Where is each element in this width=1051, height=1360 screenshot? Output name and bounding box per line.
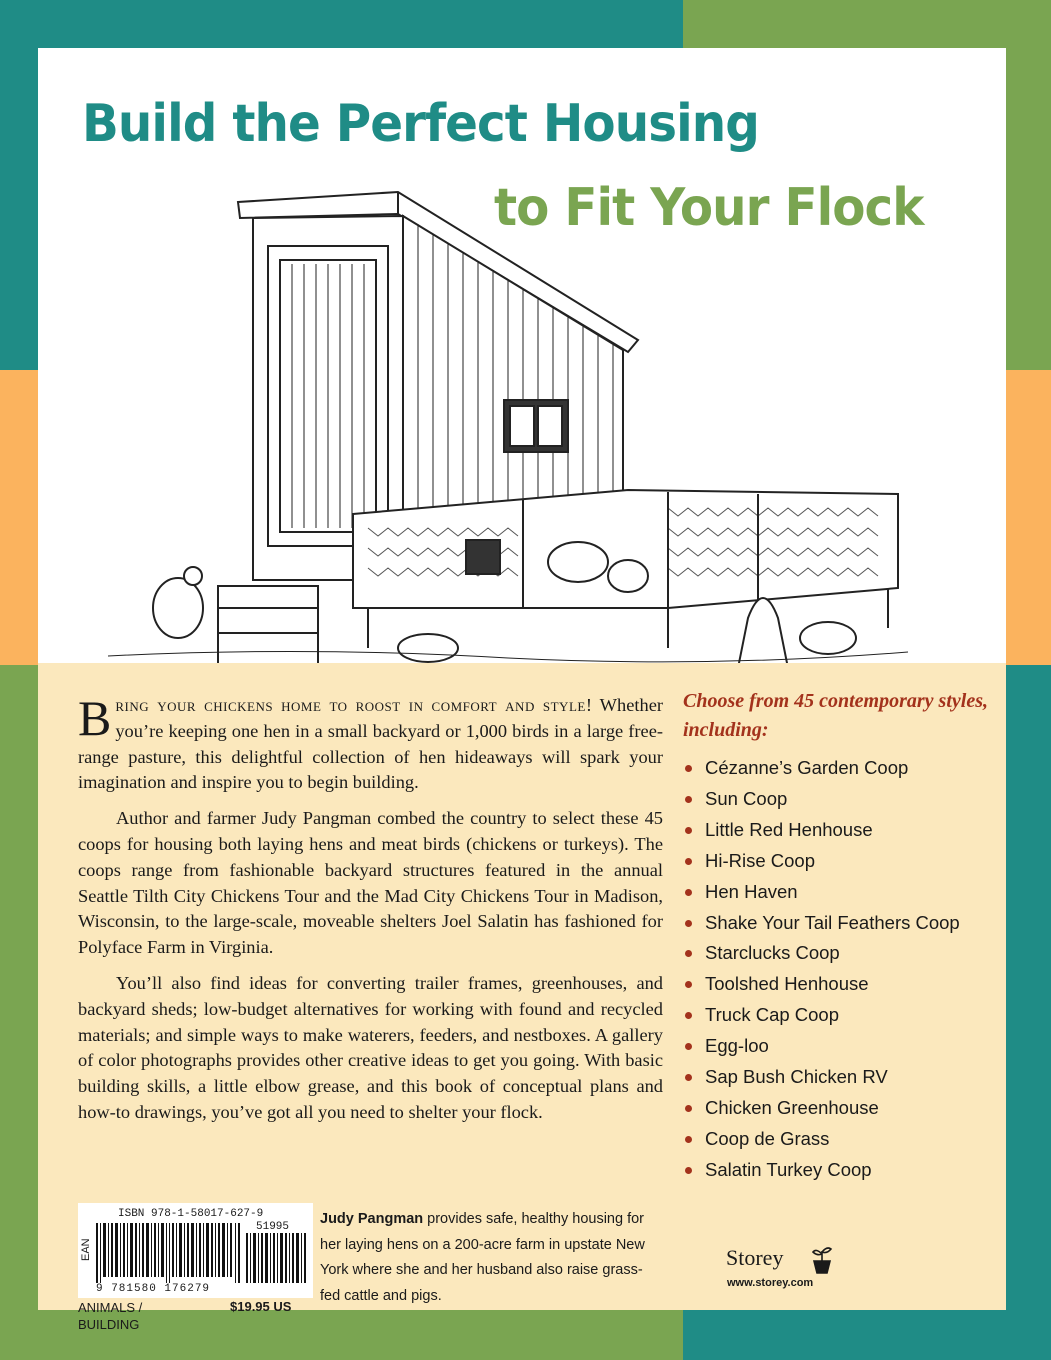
band-teal-bottom-right xyxy=(683,1310,1051,1360)
list-item: Shake Your Tail Feathers Coop xyxy=(683,908,993,939)
list-item: Hi-Rise Coop xyxy=(683,846,993,877)
description-paragraph-1 xyxy=(78,690,663,796)
headline-line-2: to Fit Your Flock xyxy=(494,178,924,238)
barcode-bars xyxy=(96,1223,241,1283)
band-gold-right xyxy=(1006,370,1051,665)
band-green-right-upper xyxy=(1006,0,1051,370)
band-teal-top-left xyxy=(0,0,683,48)
description-paragraph-3: You’ll also find ideas for converting trailer frames, greenhouses, and backyard sheds; low-budget alternatives for working with found and recycled materials; and simple ways to make waterers, feeders, and nestboxes. A gallery of color photographs provides other creative ideas to get you going. With basic building skills, a little elbow grease, and this book of conceptual plans and how-to drawings, you’ve got all you need to shelter your flock. xyxy=(78,972,663,1122)
band-teal-right-lower xyxy=(1006,665,1051,1360)
list-item: Salatin Turkey Coop xyxy=(683,1155,993,1186)
list-item: Hen Haven xyxy=(683,877,993,908)
addon-barcode-bars xyxy=(246,1233,308,1283)
list-item: Chicken Greenhouse xyxy=(683,1093,993,1124)
publisher-url: www.storey.com xyxy=(727,1277,814,1289)
list-item: Toolshed Henhouse xyxy=(683,969,993,1000)
seedling-pot-icon xyxy=(810,1245,834,1275)
category-line-2: BUILDING xyxy=(78,1317,140,1332)
list-item: Little Red Henhouse xyxy=(683,815,993,846)
list-item: Cézanne’s Garden Coop xyxy=(683,753,993,784)
paragraph-1-rest: Whether you’re keeping one hen in a small backyard or 1,000 birds in a large free-range pasture, this delightful collection of hen hideaways will spark your imagination and inspire you to begin building. xyxy=(78,695,663,793)
author-bio-text: provides safe, healthy housing for her laying hens on a 200-acre farm in upstate New York where she and her husband also raise grass-fed cattle and pigs. xyxy=(320,1211,645,1304)
addon-number: 51995 xyxy=(256,1221,290,1233)
category-line-1: ANIMALS / xyxy=(78,1300,143,1315)
description-panel xyxy=(38,663,1006,1332)
author-bio xyxy=(320,1207,650,1309)
ean-label: EAN xyxy=(80,1238,92,1261)
band-green-top-right xyxy=(683,0,1051,48)
author-name: Judy Pangman xyxy=(320,1211,424,1227)
book-category xyxy=(78,1299,142,1333)
price: $19.95 US xyxy=(230,1299,292,1314)
list-item: Sap Bush Chicken RV xyxy=(683,1062,993,1093)
band-gold-left xyxy=(0,370,38,665)
list-item: Egg-loo xyxy=(683,1031,993,1062)
chicken-coop-illustration xyxy=(68,178,918,668)
headline-line-1: Build the Perfect Housing xyxy=(82,94,759,154)
styles-list xyxy=(683,753,993,1186)
description-paragraph-2: Author and farmer Judy Pangman combed the country to select these 45 coops for housing both laying hens and meat birds (chickens or turkeys). The coops range from fashionable backyard structures featured in the annual Seattle Tilth City Chickens Tour and the Mad City Chickens Tour in Madison, Wisconsin, to the large-scale, moveable shelters Joel Salatin has fashioned for Polyface Farm in Virginia. xyxy=(78,808,663,958)
band-teal-left-upper xyxy=(0,0,38,370)
coop-styles-box xyxy=(683,687,993,1186)
band-green-left-lower xyxy=(0,665,38,1360)
isbn-number: ISBN 978-1-58017-627-9 xyxy=(118,1208,264,1220)
lead-in: ring your chickens home to roost in comfort and style! xyxy=(115,695,593,715)
barcode-block xyxy=(78,1203,313,1298)
description-text xyxy=(78,690,663,1136)
list-item: Truck Cap Coop xyxy=(683,1000,993,1031)
cover-frame xyxy=(38,48,1006,1332)
list-item: Coop de Grass xyxy=(683,1124,993,1155)
list-item: Starclucks Coop xyxy=(683,938,993,969)
publisher-name: Storey xyxy=(726,1245,784,1270)
drop-cap: B xyxy=(78,690,112,746)
barcode-digits: 9 781580 176279 xyxy=(96,1283,211,1295)
styles-heading: Choose from 45 contemporary styles, including: xyxy=(683,690,988,741)
list-item: Sun Coop xyxy=(683,784,993,815)
